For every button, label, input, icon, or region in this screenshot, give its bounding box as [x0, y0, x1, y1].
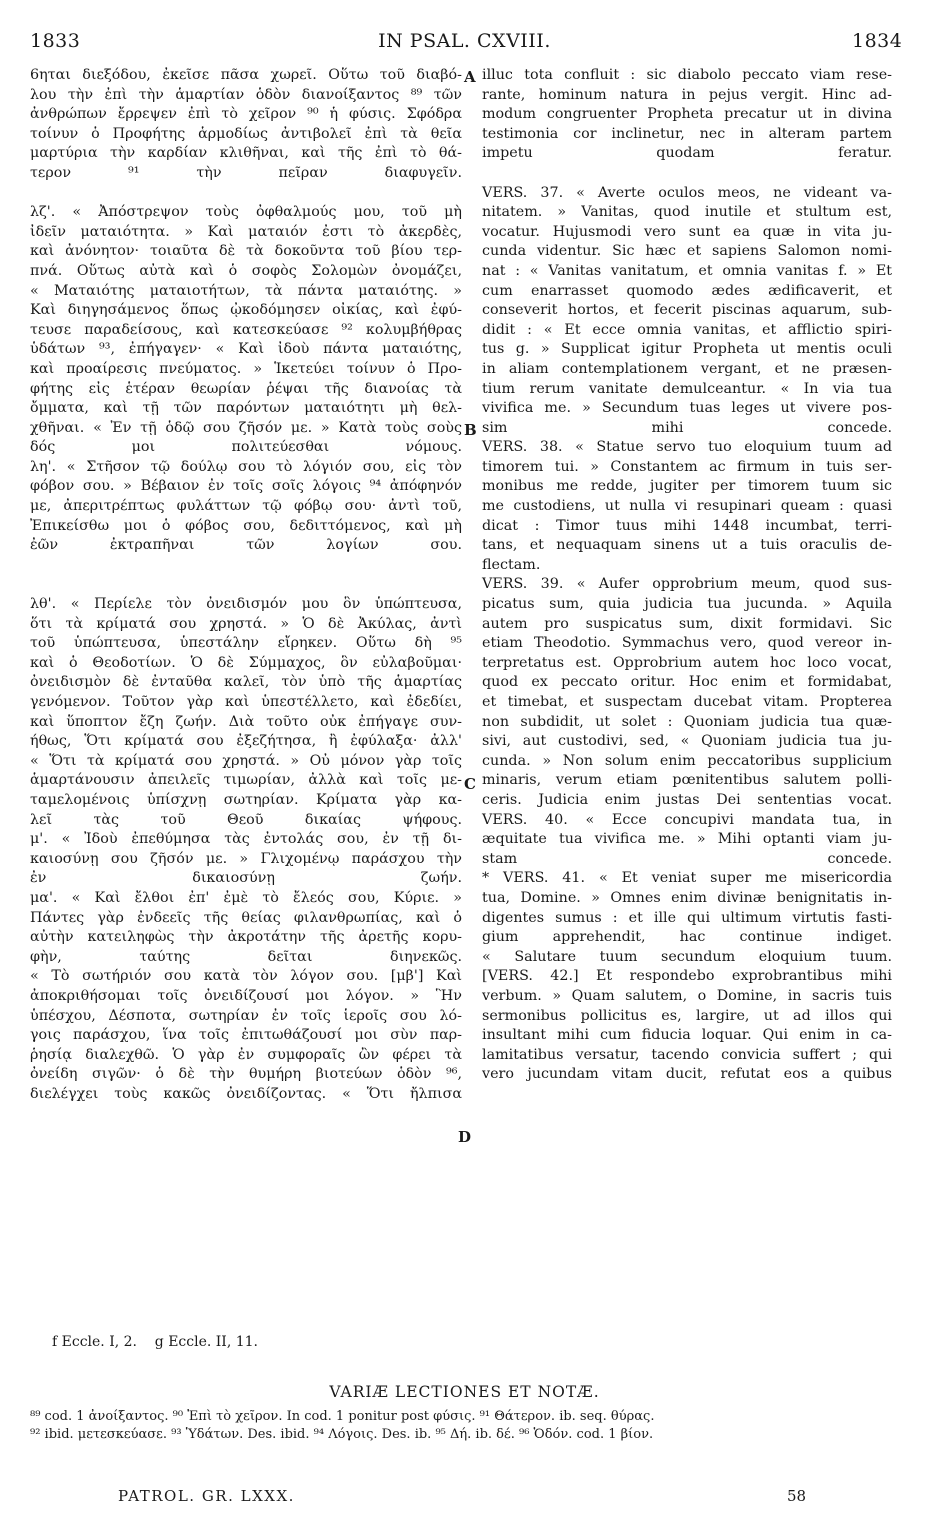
latin-line: [VERS. 42.] Et respondebo exprobrantibus mihi: [482, 968, 892, 985]
latin-line: rante, hominum natura in pejus vergit. Hinc ad-: [482, 86, 892, 103]
latin-line: timorem tui. » Constantem ac firmum in tuis ser-: [482, 458, 892, 475]
blank-line: [30, 556, 462, 576]
greek-line: λεῖ τὰς τοῦ Θεοῦ δικαίας ψήφους.: [30, 811, 462, 828]
latin-line: vivifica me. » Secundum tuas leges ut vivere pos-: [482, 400, 892, 417]
latin-line: me custodiens, ut nulla vi resupinari queam : quasi: [482, 498, 892, 515]
latin-line: testimonia cor inclinetur, nec in alteram partem: [482, 125, 892, 142]
blank-line: [30, 184, 462, 204]
greek-line: ἁμαρτάνουσιν ἀπειλεῖς τιμωρίαν, ἀλλὰ καὶ τοῖς με-: [30, 772, 462, 789]
greek-line: τερον ⁹¹ τὴν πεῖραν διαφυγεῖν.: [30, 164, 462, 181]
greek-line: « Τὸ σωτήριόν σου κατὰ τὸν λόγον σου. [μβ'] Καὶ: [30, 968, 462, 985]
latin-line: sivi, aut custodivi, sed, « Quoniam judicia tua ju-: [482, 733, 892, 750]
greek-line: λζ'. « Ἀπόστρεψον τοὺς ὀφθαλμούς μου, τοῦ μὴ: [30, 204, 462, 221]
greek-line: τοίνυν ὁ Προφήτης ἁρμοδίως ἀντιβολεῖ ἐπὶ τὰ θεῖα: [30, 125, 462, 142]
margin-letter-b: B: [464, 421, 477, 439]
greek-line: καὶ ὕποπτον ἔζη ζωήν. Διὰ τοῦτο οὐκ ἐπήγαγε συν-: [30, 713, 462, 730]
greek-column: [30, 66, 462, 1104]
latin-line: verbum. » Quam salutem, o Domine, in sacris tuis: [482, 987, 892, 1004]
greek-line: ὀνειδισμὸν δὲ ἐνταῦθα καλεῖ, τὸν ὑπὸ τῆς ἁμαρτίας: [30, 674, 462, 691]
greek-line: ἀνθρώπων ἔρρεψεν ἐπὶ τὸ χεῖρον ⁹⁰ ἡ φύσις. Σφόδρα: [30, 106, 462, 123]
latin-line: VERS. 37. « Averte oculos meos, ne videant va-: [482, 184, 892, 201]
page-number-right: 1834: [852, 30, 903, 52]
latin-line: minaris, verum etiam pœnitentibus salutem polli-: [482, 772, 892, 789]
latin-line: VERS. 39. « Aufer opprobrium meum, quod sus-: [482, 576, 892, 593]
greek-line: ἀποκριθήσομαι τοῖς ὀνειδίζουσί μοι λόγον. » Ἣν: [30, 987, 462, 1004]
latin-line: dicat : Timor tuus mihi 1448 incumbat, terri-: [482, 517, 892, 534]
margin-letter-d: D: [458, 1128, 472, 1146]
notes-title: VARIÆ LECTIONES ET NOTÆ.: [329, 1383, 600, 1401]
latin-line: et timebat, et suspectam ducebat vitam. Propterea: [482, 694, 892, 710]
greek-line: Ἐπικείσθω μοι ὁ φόβος σου, δεδιττόμενος, καὶ μὴ: [30, 517, 462, 534]
latin-line: terpretatus est. Opprobrium autem hoc loco vocat,: [482, 654, 892, 671]
latin-line: conseverit hortos, et fecerit piscinas aquarum, sub-: [482, 302, 892, 319]
latin-line: didit : « Et ecce omnia vanitas, et afflictio spiri-: [482, 321, 892, 338]
latin-line: VERS. 38. « Statue servo tuo eloquium tuum ad: [482, 439, 892, 456]
greek-line: « Ματαιότης ματαιοτήτων, τὰ πάντα ματαιότης. »: [30, 282, 462, 299]
greek-line: ὑδάτων ⁹³, ἐπήγαγεν· « Καὶ ἰδοὺ πάντα ματαιότης,: [30, 341, 462, 358]
notes-line: ⁸⁹ cod. 1 ἀνοίξαντος. ⁹⁰ Ἐπὶ τὸ χεῖρον. In cod. 1 ponitur post φύσις. ⁹¹ Θάτερον. ib. seq. θύρας.: [30, 1409, 655, 1424]
greek-line: « Ὅτι τὰ κρίματά σου χρηστά. » Οὐ μόνον γὰρ τοῖς: [30, 752, 462, 769]
latin-line: sim mihi concede.: [482, 419, 892, 436]
greek-line: τευσε παραδείσους, καὶ κατεσκεύασε ⁹² κολυμβήθρας: [30, 321, 462, 338]
latin-line: monibus me redde, jugiter per timorem tuum sic: [482, 478, 892, 495]
latin-line: nitatem. » Vanitas, quod inutile et stultum est,: [482, 204, 892, 221]
latin-line: tium rerum vanitate demulceantur. « In via tua: [482, 380, 892, 397]
latin-line: impetu quodam feratur.: [482, 145, 892, 162]
latin-line: cunda. » Non solum enim peccatoribus supplicium: [482, 752, 892, 769]
blank-line: [482, 164, 892, 184]
notes-line: ⁹² ibid. μετεσκεύασε. ⁹³ Ὑδάτων. Des. ibid. ⁹⁴ Λόγοις. Des. ib. ⁹⁵ Δή. ib. δέ. ⁹⁶ Ὁδόν. cod. 1 βίον.: [30, 1427, 654, 1442]
greek-line: λθ'. « Περίελε τὸν ὀνειδισμόν μου ὃν ὑπώπτευσα,: [30, 596, 462, 613]
notes-block: [30, 1408, 900, 1444]
latin-line: gium apprehendit, hac continue indiget.: [482, 929, 892, 946]
latin-line: picatus sum, quia judicia tua jucunda. » Aquila: [482, 596, 892, 613]
blank-line: [30, 575, 462, 595]
latin-line: æquitate tua vivifica me. » Mihi optanti viam ju-: [482, 831, 892, 848]
latin-line: * VERS. 41. « Et veniat super me misericordia: [482, 870, 892, 887]
greek-line: ήθως, Ὅτι κρίματά σου ἐξεζήτησα, ἢ ἐφύλαξα· ἀλλ': [30, 733, 462, 750]
greek-line: φόβον σου. » Βέβαιον ἐν τοῖς σοῖς λόγοις ⁹⁴ ἀπόφηνόν: [30, 478, 462, 495]
greek-line: 6ηται διεξόδου, ἐκεῖσε πᾶσα χωρεῖ. Οὕτω τοῦ διαβό-: [30, 67, 462, 83]
greek-line: καιοσύνῃ σου ζῆσόν με. » Γλιχομένῳ παράσχου τὴν: [30, 850, 462, 867]
latin-line: insultant mihi cum fiducia loquar. Qui enim in ca-: [482, 1027, 892, 1044]
greek-line: φὴν, ταύτης δεῖται διηνεκῶς.: [30, 948, 462, 965]
greek-line: γοις παράσχου, ἵνα τοῖς ἐπιτωθάζουσί μοι σὺν παρ-: [30, 1027, 462, 1044]
margin-letter-a: A: [464, 68, 476, 86]
latin-line: cum enarrasset quomodo ædes ædificaverit, et: [482, 282, 892, 299]
latin-line: cunda videntur. Sic hæc et sapiens Salomon nomi-: [482, 243, 892, 260]
greek-line: πνά. Οὕτως αὐτὰ καὶ ὁ σοφὸς Σολομὼν ὀνομάζει,: [30, 262, 462, 279]
latin-line: non subdidit, ut solet : Quoniam judicia tua quæ-: [482, 713, 892, 730]
greek-line: ῥησίᾳ διαλεχθῶ. Ὁ γὰρ ἐν συμφοραῖς ὢν φέρει τὰ: [30, 1046, 462, 1063]
page-number-left: 1833: [30, 30, 81, 52]
greek-line: Πάντες γὰρ ἐνδεεῖς τῆς θείας φιλανθρωπίας, καὶ ὁ: [30, 909, 462, 926]
greek-line: ἐν δικαιοσύνῃ ζωήν.: [30, 870, 462, 887]
series-label: PATROL. GR. LXXX.: [118, 1487, 295, 1505]
latin-line: tus g. » Supplicat igitur Propheta ut mentis oculi: [482, 341, 892, 358]
latin-line: VERS. 40. « Ecce concupivi mandata tua, in: [482, 811, 892, 828]
latin-line: sermonibus pollicitus es, largire, ut ad illos qui: [482, 1007, 892, 1024]
latin-line: ceris. Judicia enim justas Dei sententias vocat.: [482, 791, 892, 808]
greek-line: λη'. « Στῆσον τῷ δούλῳ σου τὸ λόγιόν σου, εἰς τὸν: [30, 458, 462, 475]
latin-line: modum congruenter Propheta precatur ut in divina: [482, 106, 892, 123]
greek-line: δός μοι πολιτεύεσθαι νόμους.: [30, 439, 462, 456]
running-title: IN PSAL. CXVIII.: [378, 30, 551, 52]
greek-line: ἐῶν ἐκτραπῆναι τῶν λογίων σου.: [30, 537, 462, 554]
margin-letter-c: C: [464, 775, 476, 793]
latin-line: autem pro suspicatus sum, dixit formidavi. Sic: [482, 615, 892, 632]
latin-line: illuc tota confluit : sic diabolo peccato viam rese-: [482, 67, 892, 83]
greek-line: ὑπέσχου, Δέσποτα, σωτηρίαν ἐν τοῖς ἱεροῖς σου λό-: [30, 1007, 462, 1024]
latin-column: [482, 66, 892, 1085]
greek-line: μαρτύρια τὴν καρδίαν κλιθῆναι, καὶ τῆς ἐπὶ τὸ θά-: [30, 145, 462, 162]
latin-line: tua, Domine. » Omnes enim divinæ benignitatis in-: [482, 889, 892, 906]
footer-page-number: 58: [787, 1487, 807, 1505]
greek-line: ὄμματα, καὶ τῇ τῶν παρόντων ματαιότητι μὴ θελ-: [30, 400, 462, 417]
latin-line: lamitatibus versatur, tacendo convicia suffert ; qui: [482, 1046, 892, 1063]
greek-line: μα'. « Καὶ ἔλθοι ἐπ' ἐμὲ τὸ ἔλεός σου, Κύριε. »: [30, 889, 462, 906]
latin-line: vocatur. Hujusmodi vero sunt ea quæ in vita ju-: [482, 223, 892, 240]
footnotes: f Eccle. I, 2. g Eccle. II, 11.: [52, 1334, 258, 1350]
greek-line: καὶ ἀνόνητον· τοιαῦτα δὲ τὰ δοκοῦντα τοῦ βίου τερ-: [30, 243, 462, 260]
latin-line: vero jucundam vitam ducit, refutat eos a quibus: [482, 1066, 892, 1083]
latin-line: nat : « Vanitas vanitatum, et omnia vanitas f. » Et: [482, 262, 892, 279]
greek-line: ταμελομένοις ὑπίσχνῃ σωτηρίαν. Κρίματα γὰρ κα-: [30, 791, 462, 808]
greek-line: μ'. « Ἰδοὺ ἐπεθύμησα τὰς ἐντολάς σου, ἐν τῇ δι-: [30, 831, 462, 848]
greek-line: χθῆναι. « Ἐν τῇ ὁδῷ σου ζῆσόν με. » Κατὰ τοὺς σοὺς: [30, 419, 462, 436]
greek-line: καὶ προαίρεσις πνεύματος. » Ἱκετεύει τοίνυν ὁ Προ-: [30, 360, 462, 377]
latin-line: flectam.: [482, 556, 541, 573]
greek-line: ὅτι τὰ κρίματά σου χρηστά. » Ὁ δὲ Ἀκύλας, ἀντὶ: [30, 615, 462, 632]
latin-line: in aliam contemplationem vergant, et ne præsen-: [482, 360, 892, 377]
greek-line: διελέγχει τοὺς κακῶς ὀνειδίζοντας. « Ὅτι ἤλπισα: [30, 1085, 462, 1102]
greek-line: ἰδεῖν ματαιότητα. » Καὶ ματαιόν ἐστι τὸ ἀκερδὲς,: [30, 223, 462, 240]
latin-line: quod ex peccato oritur. Hoc enim et formidabat,: [482, 674, 892, 691]
latin-line: « Salutare tuum secundum eloquium tuum.: [482, 948, 892, 965]
greek-line: με, ἀπεριτρέπτως φυλάττων τῷ φόβῳ σου· ἀντὶ τοῦ,: [30, 498, 462, 515]
greek-line: γενόμενον. Τοῦτον γὰρ καὶ ὑπεστέλλετο, καὶ ἐδεδίει,: [30, 694, 462, 710]
latin-line: etiam Theodotio. Symmachus vero, quod vereor in-: [482, 635, 892, 652]
greek-line: αὐτὴν κατειληφὼς τὴν ἀκροτάτην τῆς ἀρετῆς κορυ-: [30, 929, 462, 946]
latin-line: stam concede.: [482, 850, 892, 867]
greek-line: λου τὴν ἐπὶ τὴν ἁμαρτίαν ὁδὸν διανοίξαντος ⁸⁹ τῶν: [30, 86, 462, 103]
greek-line: Καὶ διηγησάμενος ὅπως ᾠκοδόμησεν οἰκίας, καὶ ἐφύ-: [30, 302, 462, 319]
greek-line: φήτης εἰς ἑτέραν θεωρίαν ῥέψαι τῆς διανοίας τὰ: [30, 380, 462, 397]
greek-line: ὀνείδη σιγῶν· ὁ δὲ τὴν θυμήρη βιοτεύων ὁδὸν ⁹⁶,: [30, 1066, 462, 1083]
latin-line: digentes sumus : et ille qui ultimum virtutis fasti-: [482, 909, 892, 926]
greek-line: τοῦ ὑπώπτευσα, ὑπεστάλην εἴρηκεν. Οὕτω δὴ ⁹⁵: [30, 635, 462, 652]
greek-line: καὶ ὁ Θεοδοτίων. Ὁ δὲ Σύμμαχος, ὃν εὐλαβοῦμαι·: [30, 654, 462, 671]
latin-line: tans, et nequaquam sinens ut a tuis oraculis de-: [482, 537, 892, 554]
